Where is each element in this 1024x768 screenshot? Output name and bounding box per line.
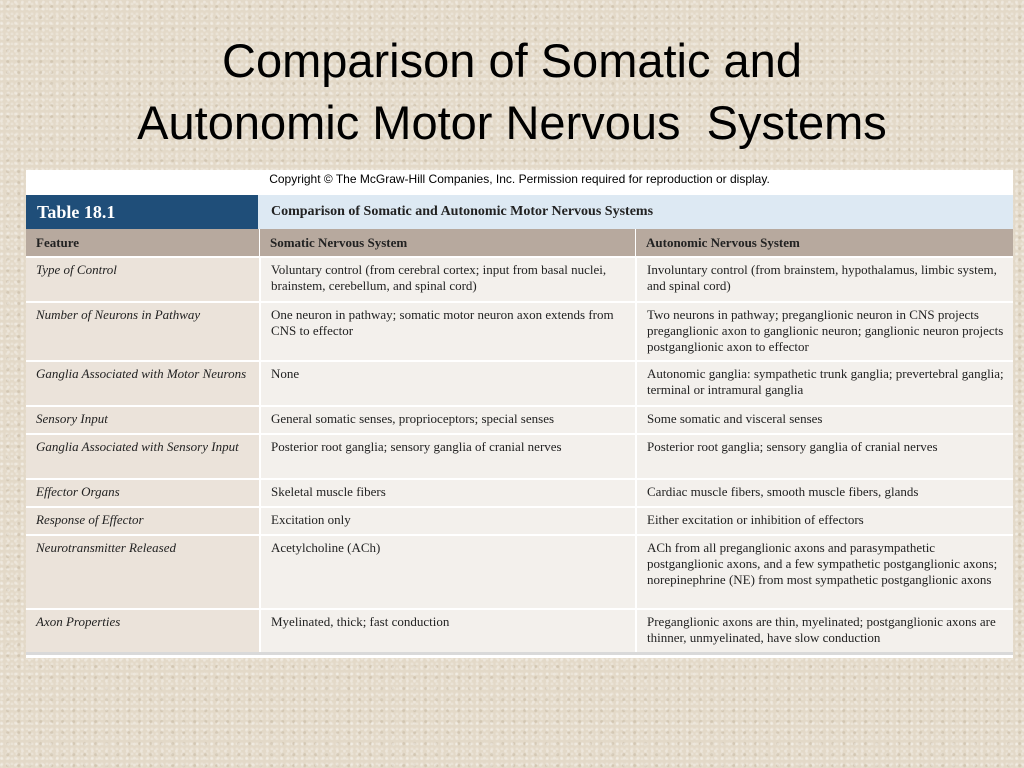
table-row [26, 360, 1013, 405]
autonomic-cell: Autonomic ganglia: sympathetic trunk ganglia; prevertebral ganglia; terminal or intramural ganglia [635, 362, 1013, 405]
table-body [26, 256, 1013, 652]
somatic-cell: Voluntary control (from cerebral cortex; input from basal nuclei, brainstem, cerebellum, and spinal cord) [259, 258, 635, 301]
table-image-panel [26, 170, 1013, 658]
somatic-cell: Myelinated, thick; fast conduction [259, 610, 635, 652]
autonomic-cell: Preganglionic axons are thin, myelinated; postganglionic axons are thinner, unmyelinated, have slow conduction [635, 610, 1013, 652]
table-row [26, 433, 1013, 478]
header-feature: Feature [36, 235, 80, 250]
table-row [26, 608, 1013, 652]
somatic-cell: None [259, 362, 635, 405]
slide-title [0, 30, 1024, 154]
table-row [26, 478, 1013, 506]
table-row [26, 506, 1013, 534]
table-row [26, 256, 1013, 301]
autonomic-cell: ACh from all preganglionic axons and parasympathetic postganglionic axons, and a few sympathetic postganglionic axons; norepinephrine (NE) from most sympathetic postganglionic axons [635, 536, 1013, 608]
autonomic-cell: Involuntary control (from brainstem, hypothalamus, limbic system, and spinal cord) [635, 258, 1013, 301]
somatic-cell: Posterior root ganglia; sensory ganglia of cranial nerves [259, 435, 635, 478]
table-column-headers [26, 229, 1013, 256]
title-line-2: Autonomic Motor Nervous Systems [137, 96, 887, 149]
header-autonomic: Autonomic Nervous System [635, 229, 1013, 256]
feature-cell: Type of Control [26, 258, 259, 301]
table-title-bar [26, 195, 1013, 229]
somatic-cell: Acetylcholine (ACh) [259, 536, 635, 608]
autonomic-cell: Two neurons in pathway; preganglionic neuron in CNS projects preganglionic axon to ganglionic neuron; ganglionic neuron projects postganglionic axon to effector [635, 303, 1013, 360]
table-bottom-rule [26, 652, 1013, 655]
somatic-cell: Excitation only [259, 508, 635, 534]
somatic-cell: One neuron in pathway; somatic motor neuron axon extends from CNS to effector [259, 303, 635, 360]
autonomic-cell: Posterior root ganglia; sensory ganglia of cranial nerves [635, 435, 1013, 478]
somatic-cell: Skeletal muscle fibers [259, 480, 635, 506]
autonomic-cell: Some somatic and visceral senses [635, 407, 1013, 433]
table-caption: Comparison of Somatic and Autonomic Motor Nervous Systems [271, 204, 654, 219]
table-row [26, 405, 1013, 433]
somatic-cell: General somatic senses, proprioceptors; special senses [259, 407, 635, 433]
feature-cell: Axon Properties [26, 610, 259, 652]
feature-cell: Ganglia Associated with Sensory Input [26, 435, 259, 478]
feature-cell: Neurotransmitter Released [26, 536, 259, 608]
autonomic-cell: Cardiac muscle fibers, smooth muscle fibers, glands [635, 480, 1013, 506]
feature-cell: Effector Organs [26, 480, 259, 506]
table-number: Table 18.1 [26, 195, 258, 229]
title-line-1: Comparison of Somatic and [222, 34, 802, 87]
feature-cell: Sensory Input [26, 407, 259, 433]
feature-cell: Number of Neurons in Pathway [26, 303, 259, 360]
table-row [26, 534, 1013, 608]
autonomic-cell: Either excitation or inhibition of effectors [635, 508, 1013, 534]
feature-cell: Ganglia Associated with Motor Neurons [26, 362, 259, 405]
feature-cell: Response of Effector [26, 508, 259, 534]
header-somatic: Somatic Nervous System [259, 229, 635, 256]
copyright-notice: Copyright © The McGraw-Hill Companies, Inc. Permission required for reproduction or display. [269, 172, 770, 186]
table-row [26, 301, 1013, 360]
